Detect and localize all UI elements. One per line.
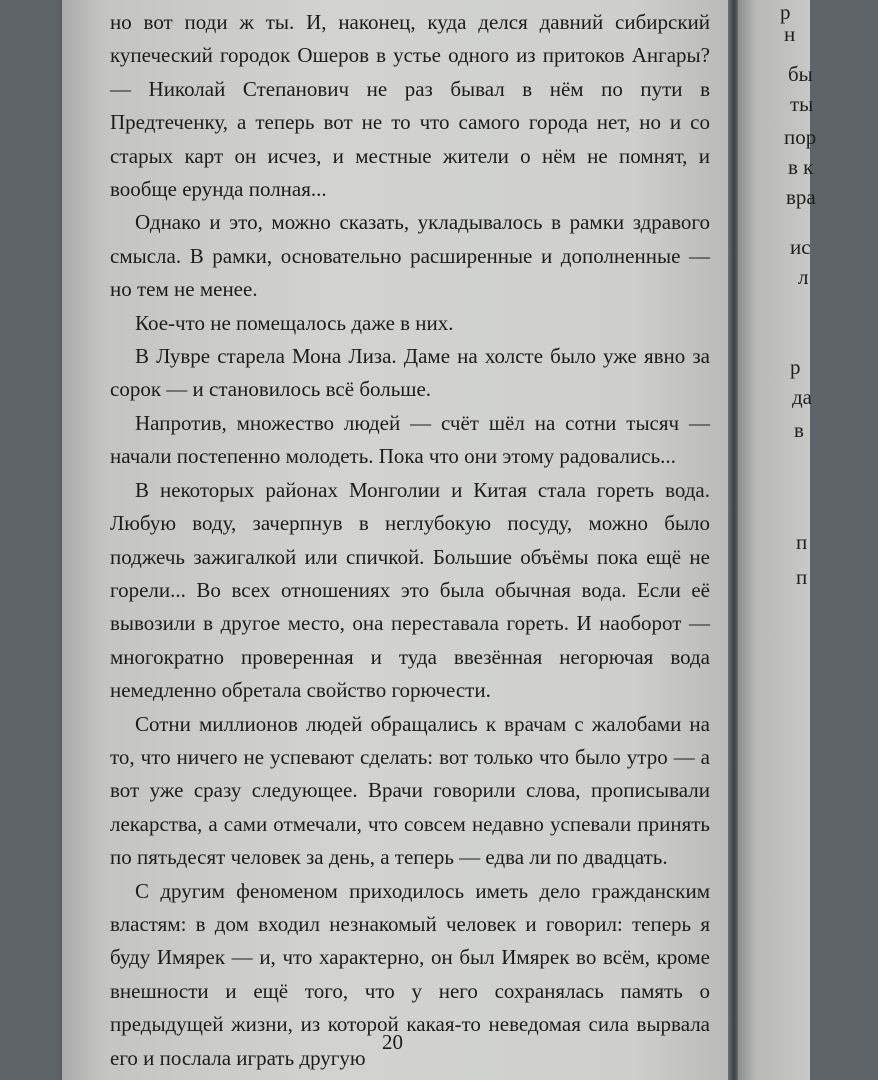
facing-page-fragment: р: [780, 0, 791, 24]
facing-page-fragment: да: [792, 385, 813, 409]
paragraph: Однако и это, можно сказать, укладывалось в рамки здравого смысла. В рамки, основательно расширенные и дополненные — но тем не менее.: [110, 210, 710, 302]
facing-page-fragment: н: [784, 22, 796, 46]
paragraph: В Лувре старела Мона Лиза. Даме на холсте было уже явно за сорок — и становилось всё больше.: [110, 344, 710, 402]
facing-page-fragment: ис: [790, 235, 811, 259]
facing-page-fragment: ты: [790, 92, 814, 116]
facing-page-fragment: вра: [786, 185, 816, 209]
facing-page-fragment: п: [796, 530, 808, 554]
paragraph: С другим феноменом приходилось иметь дело гражданским властям: в дом входил незнакомый человек и говорил: теперь я буду Имярек — и, что характерно, он был Имярек во всём, кроме внешности и ещё того, что у него сохранялась память о предыдущей жизни, из которой какая-то неведомая сила вырвала его и послала играть другую: [110, 878, 710, 1070]
facing-page-fragment: бы: [788, 62, 813, 86]
facing-page-fragment: в к: [788, 155, 814, 179]
paragraph: Напротив, множество людей — счёт шёл на сотни тысяч — начали постепенно молодеть. Пока что они этому радовались...: [110, 410, 710, 469]
page-body-text: [110, 6, 710, 1075]
facing-page: [738, 0, 817, 1080]
paragraph: но вот поди ж ты. И, наконец, куда делся давний сибирский купеческий городок Ошеров в устье одного из притоков Ангары? — Николай Степанович не раз бывал в нём по пути в Предтеченку, а теперь вот не то что самого города нет, но и со старых карт он исчез, и местные жители о нём не помнят, и вообще ерунда полная...: [110, 10, 710, 202]
paragraph: Кое-что не помещалось даже в них.: [135, 310, 454, 335]
paragraph: В некоторых районах Монголии и Китая стала гореть вода. Любую воду, зачерпнув в неглубокую посуду, можно было поджечь зажигалкой или спичкой. Большие объёмы пока ещё не горели... Во всех отношениях это была обычная вода. Если её вывозили в другое место, она переставала гореть. И наоборот — многократно проверенная и туда ввезённая негорючая вода немедленно обретала свойство горючести.: [110, 477, 710, 703]
facing-page-fragment: л: [798, 265, 809, 289]
facing-page-fragment: п: [796, 565, 808, 589]
facing-page-fragment: пор: [784, 125, 817, 149]
facing-page-fragment: р: [790, 355, 801, 379]
paragraph: Сотни миллионов людей обращались к врачам с жалобами на то, что ничего не успевают сделать: вот только что было утро — а вот уже сразу следующее. Врачи говорили слова, прописывали лекарства, а сами отмечали, что совсем недавно успевали принять по пятьдесят человек за день, а теперь — едва ли по двадцать.: [110, 711, 710, 870]
facing-page-fragment: в: [794, 418, 804, 442]
page-number: 20: [382, 1030, 403, 1054]
